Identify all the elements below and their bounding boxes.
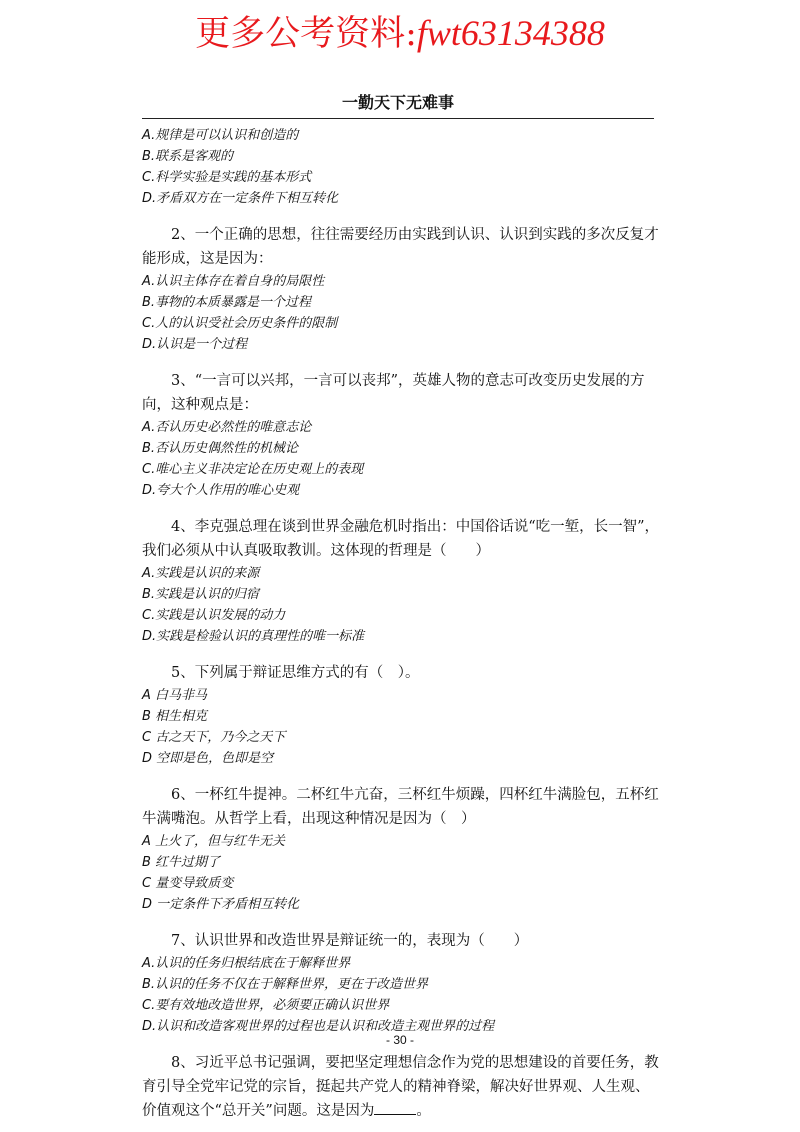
option-c: C 量变导致质变 (142, 876, 234, 891)
question-5 (142, 661, 662, 769)
option-b: B.联系是客观的 (142, 149, 234, 164)
option-a: A.实践是认识的来源 (142, 566, 260, 581)
question-6 (142, 783, 662, 915)
option-b: B.实践是认识的归宿 (142, 587, 260, 602)
page-number: - 30 - (385, 1033, 414, 1047)
option-c: C.唯心主义非决定论在历史观上的表现 (142, 462, 364, 477)
question-3 (142, 369, 662, 501)
question-8 (142, 1051, 662, 1123)
option-b: B.事物的本质暴露是一个过程 (142, 295, 312, 310)
option-a: A.否认历史必然性的唯意志论 (142, 420, 312, 435)
question-stem: 3、“一言可以兴邦，一言可以丧邦”，英雄人物的意志可改变历史发展的方向，这种观点是： (142, 373, 645, 413)
question-stem: 7、认识世界和改造世界是辩证统一的，表现为（ ） (171, 933, 529, 949)
option-b: B 相生相克 (142, 709, 208, 724)
promo-banner (0, 6, 800, 56)
option-d: D 一定条件下矛盾相互转化 (142, 897, 300, 912)
option-c: C.人的认识受社会历史条件的限制 (142, 316, 338, 331)
question-4 (142, 515, 662, 647)
option-c: C.科学实验是实践的基本形式 (142, 170, 312, 185)
answer-blank (374, 1100, 416, 1115)
option-a: A 上火了，但与红牛无关 (142, 834, 286, 849)
option-b: B 红牛过期了 (142, 855, 221, 870)
option-d: D.实践是检验认识的真理性的唯一标准 (142, 629, 365, 644)
option-a: A 白马非马 (142, 688, 208, 703)
question-stem: 2、一个正确的思想，往往需要经历由实践到认识、认识到实践的多次反复才能形成，这是因为： (142, 227, 659, 267)
question-stem-text: 8、习近平总书记强调，要把坚定理想信念作为党的思想建设的首要任务，教育引导全党牢记党的宗旨，挺起共产党人的精神脊梁，解决好世界观、人生观、价值观这个“总开关”问题。这是因为 (142, 1055, 659, 1119)
option-d: D.矛盾双方在一定条件下相互转化 (142, 191, 339, 206)
question-stem: 5、下列属于辩证思维方式的有（ ）。 (171, 665, 420, 681)
promo-url: fwt63134388 (416, 13, 605, 53)
promo-prefix: 更多公考资料: (195, 14, 417, 54)
option-d: D.夸大个人作用的唯心史观 (142, 483, 300, 498)
option-c: C.要有效地改造世界，必须要正确认识世界 (142, 998, 390, 1013)
option-d: D 空即是色，色即是空 (142, 751, 274, 766)
page-header: 一勤天下无难事 (142, 90, 654, 119)
option-d: D.认识和改造客观世界的过程也是认识和改造主观世界的过程 (142, 1019, 495, 1034)
option-c: C 古之天下，乃今之天下 (142, 730, 286, 745)
option-b: B.认识的任务不仅在于解释世界，更在于改造世界 (142, 977, 429, 992)
question-7 (142, 929, 662, 1037)
question-stem: 4、李克强总理在谈到世界金融危机时指出：中国俗话说“吃一堑，长一智”，我们必须从中认真吸取教训。这体现的哲理是（ ） (142, 519, 660, 559)
option-c: C.实践是认识发展的动力 (142, 608, 286, 623)
option-d: D.认识是一个过程 (142, 337, 248, 352)
option-a: A.认识主体存在着自身的局限性 (142, 274, 325, 289)
question-1 (142, 125, 662, 209)
question-stem (142, 1051, 662, 1123)
option-a: A.认识的任务归根结底在于解释世界 (142, 956, 351, 971)
question-stem: 6、一杯红牛提神。二杯红牛亢奋，三杯红牛烦躁，四杯红牛满脸包，五杯红牛满嘴泡。从哲学上看，出现这种情况是因为（ ） (142, 787, 659, 827)
question-list (142, 125, 662, 1123)
question-stem-tail: 。 (416, 1103, 431, 1119)
option-b: B.否认历史偶然性的机械论 (142, 441, 299, 456)
question-2 (142, 223, 662, 355)
option-a: A.规律是可以认识和创造的 (142, 128, 299, 143)
